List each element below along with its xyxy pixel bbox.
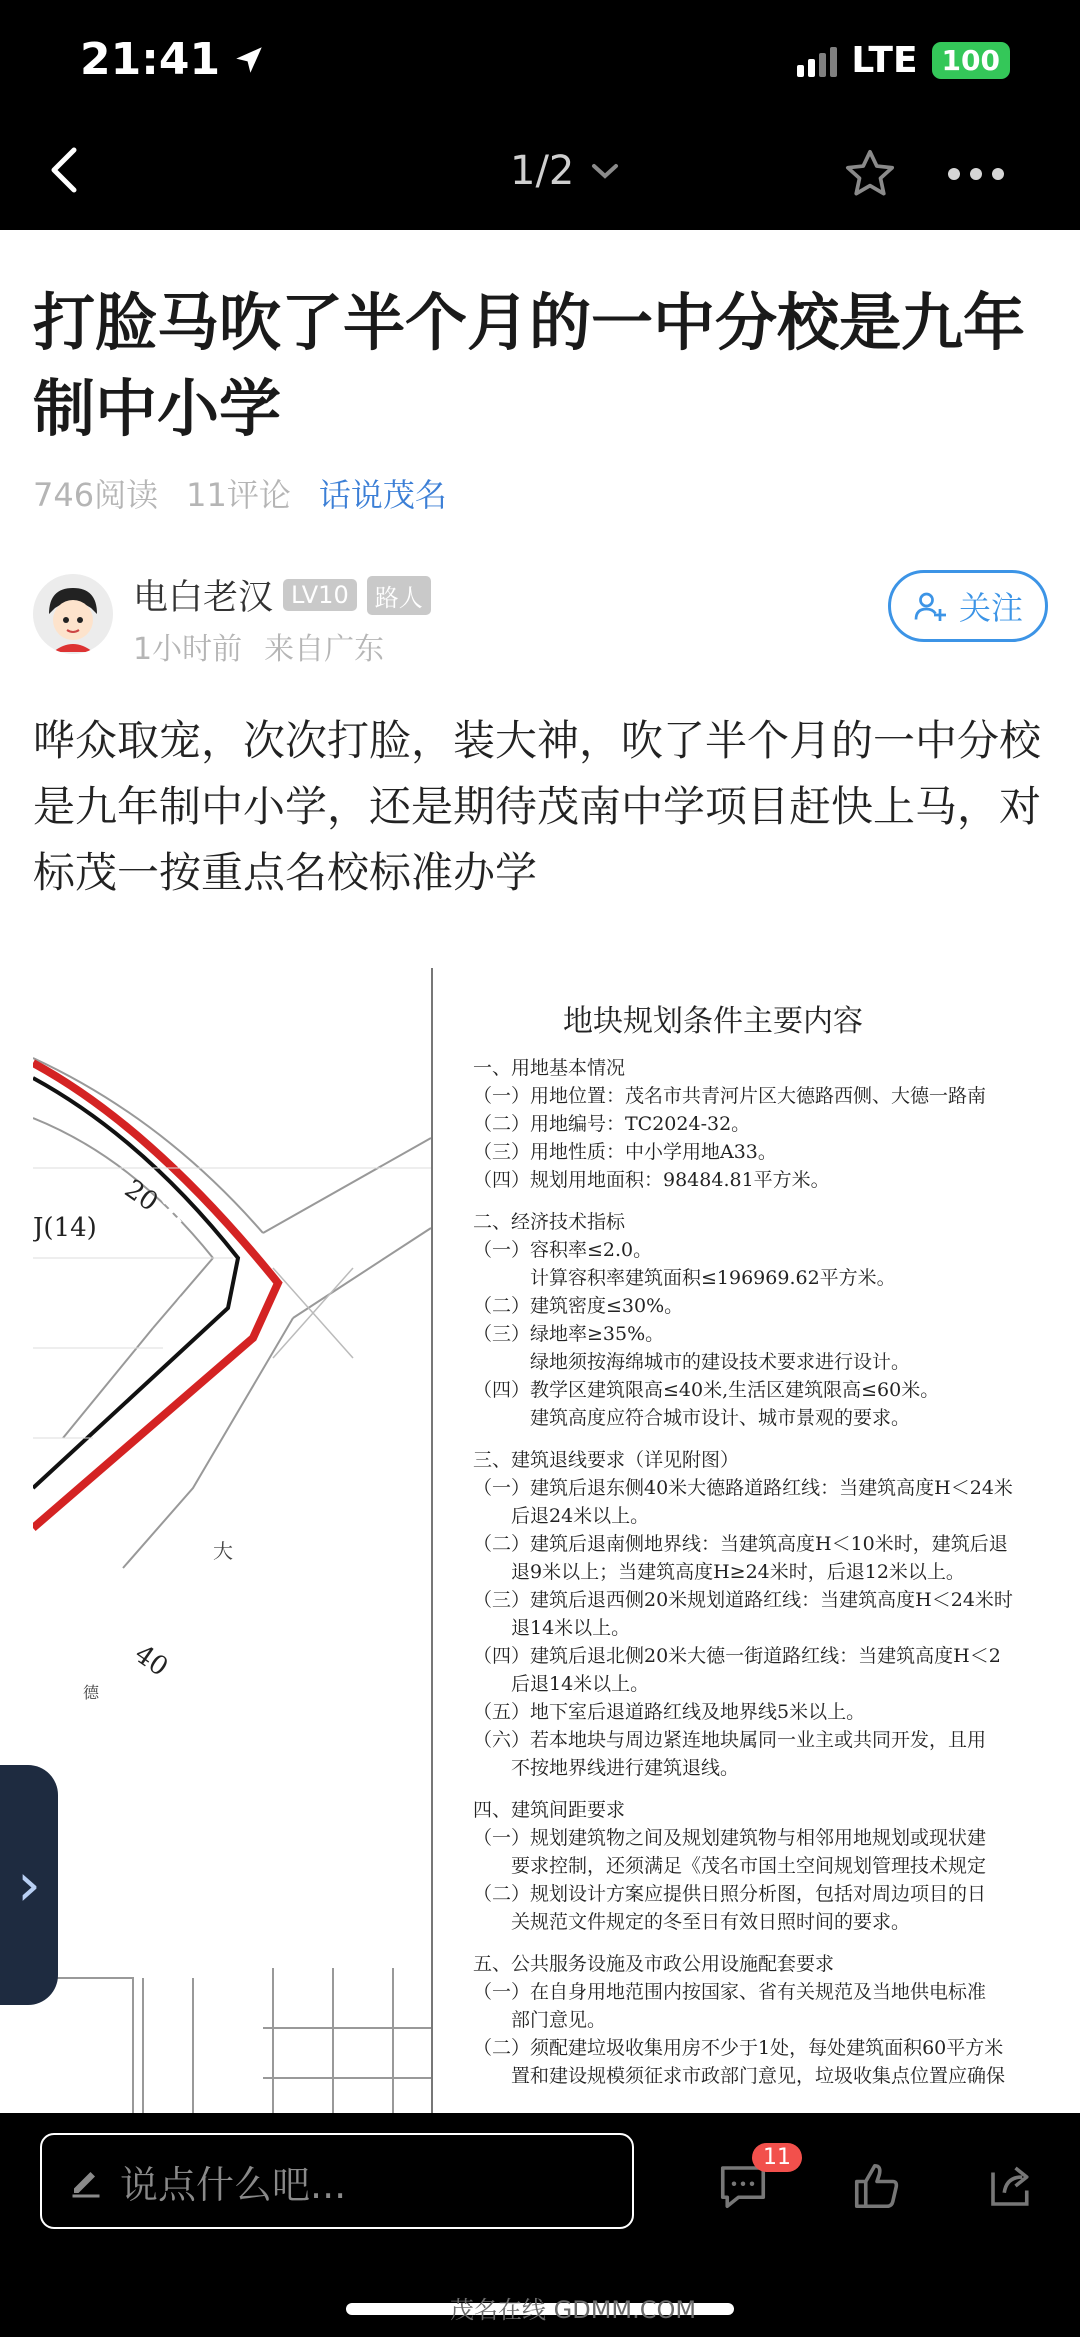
doc-line: （四）规划用地面积：98484.81平方米。 bbox=[473, 1169, 830, 1191]
doc-heading: 地块规划条件主要内容 bbox=[563, 1004, 863, 1039]
planning-document bbox=[473, 996, 1080, 2090]
add-user-icon bbox=[913, 588, 949, 624]
comment-count-badge: 11 bbox=[752, 2143, 802, 2172]
doc-line: （一）规划建筑物之间及规划建筑物与相邻用地规划或现状建 bbox=[473, 1827, 987, 1849]
doc-line: 后退24米以上。 bbox=[473, 1505, 650, 1527]
back-button[interactable] bbox=[40, 140, 90, 200]
post-title: 打脸马吹了半个月的一中分校是九年制中小学 bbox=[33, 286, 1026, 445]
avatar-image-icon bbox=[33, 574, 113, 654]
doc-line: （二）用地编号：TC2024-32。 bbox=[473, 1113, 751, 1135]
doc-gap bbox=[473, 1782, 1080, 1796]
share-icon bbox=[984, 2159, 1038, 2213]
comment-placeholder: 说点什么吧... bbox=[120, 2162, 347, 2207]
doc-line: 置和建设规模须征求市政部门意见，垃圾收集点位置应确保 bbox=[473, 2065, 1006, 2087]
map-label-b: 20 bbox=[118, 1174, 164, 1218]
thumbs-up-icon bbox=[850, 2159, 904, 2213]
doc-line: 二、经济技术指标 bbox=[473, 1211, 626, 1233]
status-time bbox=[80, 34, 266, 85]
doc-gap bbox=[473, 1194, 1080, 1208]
doc-line: 关规范文件规定的冬至日有效日照时间的要求。 bbox=[473, 1911, 911, 1933]
avatar[interactable] bbox=[33, 574, 113, 654]
share-button[interactable] bbox=[984, 2159, 1038, 2217]
star-icon bbox=[842, 146, 898, 202]
more-button[interactable] bbox=[948, 168, 1004, 180]
level-badge: LV10 bbox=[283, 579, 357, 611]
doc-line: （一）用地位置：茂名市共青河片区大德路西侧、大德一路南 bbox=[473, 1085, 987, 1107]
map-label-d: 大 bbox=[213, 1539, 233, 1563]
doc-line: 计算容积率建筑面积≤196969.62平方米。 bbox=[473, 1267, 896, 1289]
map-label-e: 德 bbox=[83, 1683, 100, 1702]
doc-line: 不按地界线进行建筑退线。 bbox=[473, 1757, 740, 1779]
doc-line: 要求控制，还须满足《茂名市国土空间规划管理技术规定 bbox=[473, 1855, 987, 1877]
doc-line: （五）地下室后退道路红线及地界线5米以上。 bbox=[473, 1701, 866, 1723]
top-bar bbox=[0, 0, 1080, 230]
chevron-left-icon bbox=[40, 140, 90, 200]
post-meta bbox=[33, 470, 447, 516]
doc-line: （四）教学区建筑限高≤40米,生活区建筑限高≤60米。 bbox=[473, 1379, 940, 1401]
post-time: 1小时前 bbox=[133, 632, 243, 667]
doc-line: （二）规划设计方案应提供日照分析图，包括对周边项目的日 bbox=[473, 1883, 987, 1905]
read-count: 746阅读 bbox=[33, 476, 159, 514]
doc-line: 一、用地基本情况 bbox=[473, 1057, 626, 1079]
doc-line: （一）在自身用地范围内按国家、省有关规范及当地供电标准 bbox=[473, 1981, 987, 2003]
doc-line: （二）须配建垃圾收集用房不少于1处，每处建筑面积60平方米 bbox=[473, 2037, 1004, 2059]
follow-button[interactable] bbox=[888, 570, 1048, 642]
network-label: LTE bbox=[851, 40, 918, 81]
post-image[interactable] bbox=[33, 968, 1080, 2113]
post-location: 来自广东 bbox=[264, 632, 385, 667]
status-time-text: 21:41 bbox=[80, 34, 221, 85]
side-drawer-tab[interactable] bbox=[0, 1765, 58, 2005]
doc-line: 三、建筑退线要求（详见附图） bbox=[473, 1449, 740, 1471]
doc-line: （三）绿地率≥35%。 bbox=[473, 1323, 665, 1345]
chevron-right-icon: › bbox=[17, 1850, 41, 1920]
chevron-down-icon bbox=[590, 161, 620, 181]
doc-gap bbox=[473, 1936, 1080, 1950]
doc-line: （二）建筑密度≤30%。 bbox=[473, 1295, 684, 1317]
doc-line: 后退14米以上。 bbox=[473, 1673, 650, 1695]
more-icon bbox=[948, 168, 960, 180]
follow-label: 关注 bbox=[958, 589, 1023, 627]
like-button[interactable] bbox=[850, 2159, 904, 2217]
map-label-a: J(14) bbox=[33, 1213, 97, 1243]
map-label-c: 40 bbox=[128, 1639, 174, 1683]
signal-icon bbox=[797, 45, 837, 77]
author-sub bbox=[133, 624, 384, 668]
comment-count-meta[interactable]: 11评论 bbox=[186, 476, 291, 514]
doc-line: 五、公共服务设施及市政公用设施配套要求 bbox=[473, 1953, 835, 1975]
doc-line: （一）容积率≤2.0。 bbox=[473, 1239, 653, 1261]
watermark: 茂名在线 GDMM.COM bbox=[450, 2296, 697, 2324]
doc-divider bbox=[431, 968, 433, 2113]
doc-line: （一）建筑后退东侧40米大德路道路红线：当建筑高度H＜24米 bbox=[473, 1477, 1013, 1499]
site-plan-map bbox=[33, 968, 431, 2113]
doc-line: （三）用地性质：中小学用地A33。 bbox=[473, 1141, 777, 1163]
favorite-button[interactable] bbox=[842, 146, 898, 206]
doc-line: （二）建筑后退南侧地界线：当建筑高度H＜10米时，建筑后退 bbox=[473, 1533, 1008, 1555]
author-name-row bbox=[133, 570, 431, 620]
doc-line: 绿地须按海绵城市的建设技术要求进行设计。 bbox=[473, 1351, 911, 1373]
doc-line: 四、建筑间距要求 bbox=[473, 1799, 626, 1821]
doc-lines bbox=[473, 1054, 1080, 2090]
pencil-icon bbox=[68, 2163, 104, 2199]
comment-input[interactable] bbox=[40, 2133, 634, 2229]
doc-line: 退14米以上。 bbox=[473, 1617, 631, 1639]
page-indicator: 1/2 bbox=[510, 148, 575, 194]
doc-line: （六）若本地块与周边紧连地块属同一业主或共同开发，且用 bbox=[473, 1729, 987, 1751]
location-arrow-icon bbox=[232, 43, 266, 77]
doc-line: 部门意见。 bbox=[473, 2009, 607, 2031]
doc-line: （四）建筑后退北侧20米大德一街道路红线：当建筑高度H＜2 bbox=[473, 1645, 1001, 1667]
battery-icon: 100 bbox=[932, 42, 1010, 79]
doc-line: 建筑高度应符合城市设计、城市景观的要求。 bbox=[473, 1407, 911, 1429]
doc-line: （三）建筑后退西侧20米规划道路红线：当建筑高度H＜24米时 bbox=[473, 1589, 1013, 1611]
post-body: 哗众取宠，次次打脸，装大神，吹了半个月的一中分校是九年制中小学，还是期待茂南中学项目赶快上马，对标茂一按重点名校标准办学 bbox=[33, 716, 1042, 897]
forum-link[interactable]: 话说茂名 bbox=[318, 476, 447, 514]
role-badge: 路人 bbox=[367, 576, 431, 615]
page-selector[interactable] bbox=[510, 148, 620, 194]
author-name[interactable]: 电白老汉 bbox=[133, 578, 274, 618]
doc-gap bbox=[473, 1432, 1080, 1446]
status-indicators bbox=[797, 40, 1010, 81]
author-row bbox=[33, 570, 1048, 670]
doc-line: 退9米以上；当建筑高度H≥24米时，后退12米以上。 bbox=[473, 1561, 965, 1583]
